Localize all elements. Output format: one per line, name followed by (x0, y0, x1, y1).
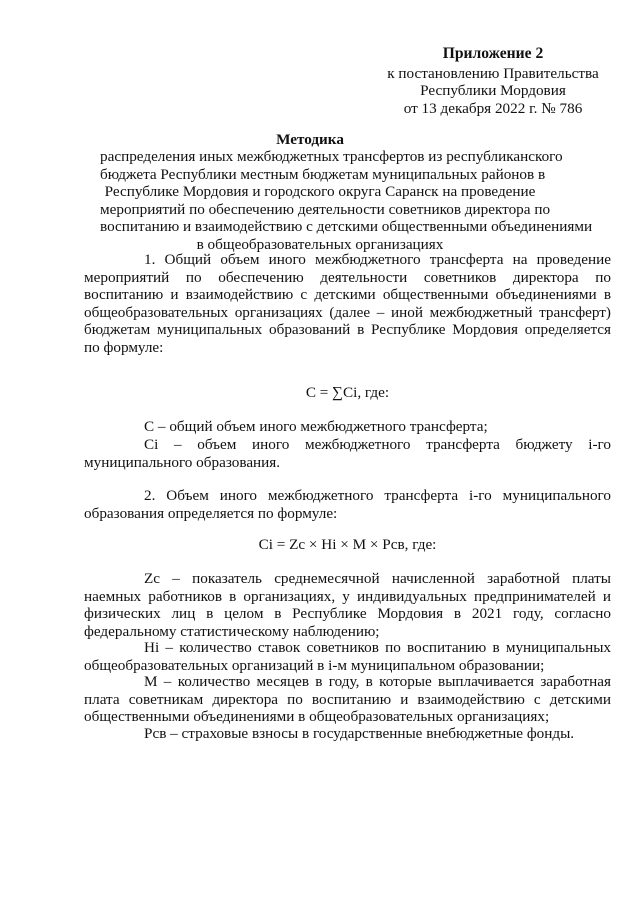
section2-paragraph: 2. Объем иного межбюджетного трансферта i-го муниципального образования определяется по формуле: (84, 487, 611, 522)
section2-formula: Ci = Zc × Hi × M × Pсв, где: (258, 536, 437, 553)
appendix-block (373, 45, 613, 117)
subtitle-line: в общеобразовательных организациях (196, 235, 444, 253)
document-title: Методика (276, 131, 344, 148)
definition-psv: Pсв – страховые взносы в государственные внебюджетные фонды. (144, 725, 575, 742)
definition-ci: Ci – объем иного межбюджетного трансферта бюджету i-го муниципального образования. (84, 436, 611, 471)
definition-zc: Zc – показатель среднемесячной начисленной заработной платы наемных работников в организациях, у индивидуальных предпринимателей и физических лиц в целом в Республике Мордовия в 2021 году, согласно федеральному статистическому наблюдению; (84, 570, 611, 640)
document-subtitle (100, 148, 593, 254)
subtitle-line: распределения иных межбюджетных трансфертов из республиканского (100, 148, 563, 165)
appendix-line: Республики Мордовия (420, 82, 566, 100)
definition-c: C – общий объем иного межбюджетного трансферта; (144, 418, 488, 435)
definition-hi: Hi – количество ставок советников по воспитанию в муниципальных общеобразовательных организаций в i-м муниципальном образовании; (84, 639, 611, 674)
subtitle-line: мероприятий по обеспечению деятельности советников директора по (100, 200, 551, 218)
definition-m: M – количество месяцев в году, в которые выплачивается заработная плата советникам директора по воспитанию и взаимодействию с детскими общественными объединениями в общеобразовательных организациях; (84, 673, 611, 726)
subtitle-line: бюджета Республики местным бюджетам муниципальных районов в (100, 165, 546, 183)
section1-paragraph: 1. Общий объем иного межбюджетного трансферта на проведение мероприятий по обеспечению деятельности советников директора по воспитанию и взаимодействию с детскими общественными объединениями в общеобразовательных организациях (далее – иной межбюджетный трансферт) бюджетам муниципальных образований в Республике Мордовия определяется по формуле: (84, 251, 611, 356)
subtitle-line: воспитанию и взаимодействию с детскими общественными объединениями (100, 218, 593, 236)
appendix-line: от 13 декабря 2022 г. № 786 (403, 99, 583, 117)
subtitle-line: Республике Мордовия и городского округа Саранск на проведение (104, 183, 536, 201)
appendix-title: Приложение 2 (442, 45, 544, 62)
appendix-line: к постановлению Правительства (387, 64, 599, 82)
section1-formula: C = ∑Ci, где: (305, 384, 390, 401)
